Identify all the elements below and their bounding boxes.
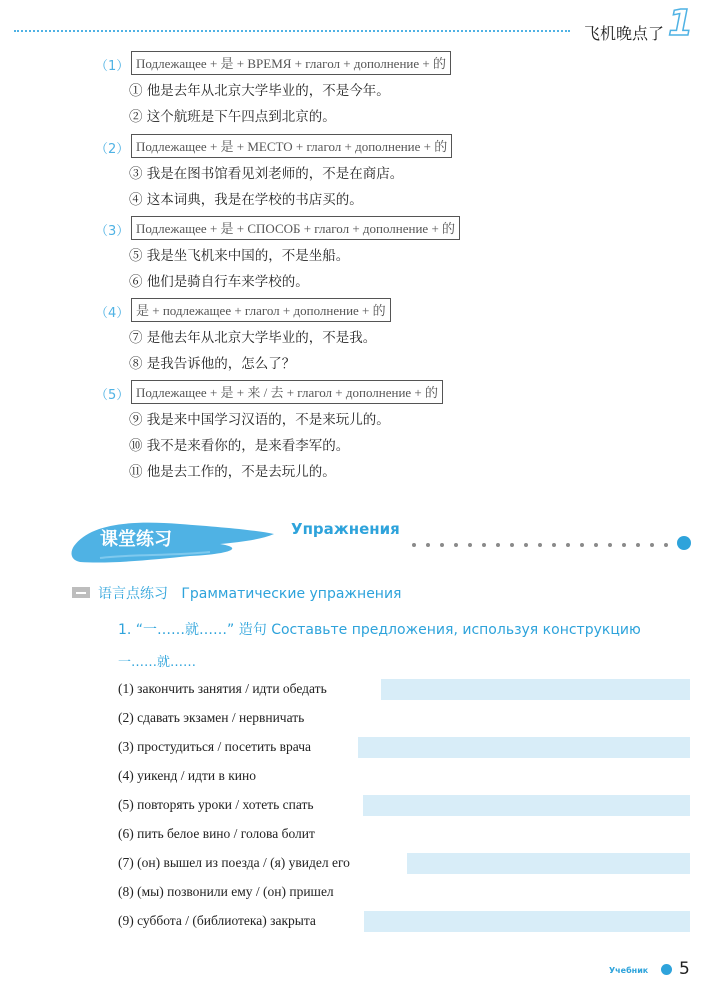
task-title-continuation: 一……就…… (118, 655, 197, 670)
example-sentence: ⑩ 我不是来看你的，是来看李军的。 (129, 438, 350, 454)
task-title: 1. “一……就……” 造句 Составьте предложения, используя конструкцию (118, 622, 641, 638)
divider-dot (636, 543, 640, 547)
divider-dot (622, 543, 626, 547)
section-dotted-divider (412, 543, 668, 547)
divider-dot (650, 543, 654, 547)
lesson-title: 飞机晚点了 (584, 24, 665, 43)
divider-dot (440, 543, 444, 547)
answer-field[interactable] (364, 911, 690, 932)
footer-label: Учебник (609, 966, 649, 975)
rule-number: （2） (95, 142, 130, 157)
section-banner-text: 课堂练习 (100, 529, 172, 550)
divider-dot (454, 543, 458, 547)
exercise-item: (4) уикенд / идти в кино (118, 768, 256, 783)
divider-dot (552, 543, 556, 547)
example-sentence: ⑥ 他们是骑自行车来学校的。 (129, 274, 309, 290)
minus-icon (72, 587, 90, 598)
rule-formula-box: Подлежащее + 是 + ВРЕМЯ + глагол + дополнение + 的 (131, 51, 451, 75)
example-sentence: ⑤ 我是坐飞机来中国的，不是坐船。 (129, 248, 350, 264)
rule-number: （5） (95, 388, 130, 403)
rule-number: （4） (95, 306, 130, 321)
divider-dot (412, 543, 416, 547)
exercise-item: (9) суббота / (библиотека) закрыта (118, 913, 316, 928)
exercise-item: (8) (мы) позвонили ему / (он) пришел (118, 884, 334, 899)
divider-dot (566, 543, 570, 547)
exercise-item: (3) простудиться / посетить врача (118, 739, 312, 754)
answer-field[interactable] (381, 679, 690, 700)
example-sentence: ② 这个航班是下午四点到北京的。 (129, 109, 336, 125)
answer-field[interactable] (363, 795, 690, 816)
category-heading (98, 583, 401, 603)
footer-dot (661, 964, 672, 975)
section-end-dot (677, 536, 691, 550)
section-title: Упражнения (291, 520, 400, 538)
example-sentence: ⑧ 是我告诉他的，怎么了？ (129, 356, 296, 372)
example-sentence: ④ 这本词典，我是在学校的书店买的。 (129, 192, 363, 208)
answer-field[interactable] (407, 853, 690, 874)
divider-dot (426, 543, 430, 547)
divider-dot (580, 543, 584, 547)
exercise-item: (6) пить белое вино / голова болит (118, 826, 315, 841)
exercise-item: (7) (он) вышел из поезда / (я) увидел его (118, 855, 350, 870)
rule-formula-box: Подлежащее + 是 + 来 / 去 + глагол + дополнение + 的 (131, 380, 443, 404)
example-sentence: ① 他是去年从北京大学毕业的，不是今年。 (129, 83, 390, 99)
divider-dot (664, 543, 668, 547)
exercise-item: (5) повторять уроки / хотеть спать (118, 797, 314, 812)
divider-dot (538, 543, 542, 547)
exercise-item: (2) сдавать экзамен / нервничать (118, 710, 305, 725)
rule-formula-box: Подлежащее + 是 + МЕСТО + глагол + дополнение + 的 (131, 134, 452, 158)
divider-dot (524, 543, 528, 547)
category-title: Грамматические упражнения (181, 586, 402, 602)
divider-dot (482, 543, 486, 547)
example-sentence: ⑪ 他是去工作的，不是去玩儿的。 (129, 464, 336, 480)
rule-number: （1） (95, 59, 130, 74)
page-number: 5 (679, 959, 690, 979)
divider-dot (510, 543, 514, 547)
section-banner (70, 516, 276, 568)
example-sentence: ⑨ 我是来中国学习汉语的，不是来玩儿的。 (129, 412, 390, 428)
divider-dot (594, 543, 598, 547)
divider-dot (608, 543, 612, 547)
exercise-item: (1) закончить занятия / идти обедать (118, 681, 327, 696)
rule-number: （3） (95, 224, 130, 239)
rule-formula-box: Подлежащее + 是 + СПОСОБ + глагол + дополнение + 的 (131, 216, 460, 240)
divider-dot (468, 543, 472, 547)
header-dotted-line (14, 30, 570, 32)
divider-dot (496, 543, 500, 547)
answer-field[interactable] (358, 737, 690, 758)
rule-formula-box: 是 + подлежащее + глагол + дополнение + 的 (131, 298, 391, 322)
example-sentence: ⑦ 是他去年从北京大学毕业的，不是我。 (129, 330, 377, 346)
category-label: 语言点练习 (98, 586, 168, 602)
lesson-number: 1 (668, 3, 694, 44)
example-sentence: ③ 我是在图书馆看见刘老师的，不是在商店。 (129, 166, 404, 182)
